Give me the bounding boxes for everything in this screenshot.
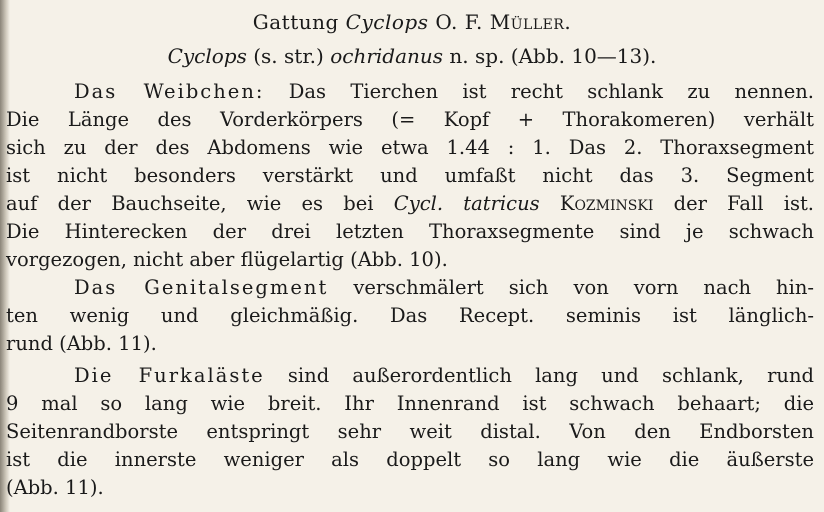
p3-term: Die Furkaläste <box>74 364 265 387</box>
p1-line-5-a: auf der Bauchseite, wie es bei <box>6 192 374 215</box>
p3-line-1 <box>74 362 814 390</box>
p2-line-1 <box>74 274 814 302</box>
p1-species-ref: Cycl. tatricus <box>393 192 540 215</box>
p1-line-1 <box>74 78 814 106</box>
genus-label: Gattung <box>252 10 339 34</box>
p3-line-5: (Abb. 11). <box>6 476 104 499</box>
species-name: ochridanus <box>330 44 444 68</box>
species-subgenus: (s. str.) <box>253 44 324 68</box>
p1-line-5 <box>6 190 814 218</box>
p1-term: Das Weibchen: <box>74 80 265 103</box>
species-heading <box>0 42 824 70</box>
p1-line-1-text: Das Tierchen ist recht schlank zu nennen. <box>288 80 814 103</box>
p1-line-3: sich zu der des Abdomens wie etwa 1.44 : 1. Das 2. Thoraxsegment <box>6 136 814 159</box>
species-genus: Cyclops <box>167 44 247 68</box>
p1-author-ref: Kozminski <box>559 192 654 215</box>
p3-line-2: 9 mal so lang wie breit. Ihr Innenrand ist schwach behaart; die <box>6 392 814 415</box>
p1-line-5-b: der Fall ist. <box>673 192 814 215</box>
genus-name: Cyclops <box>345 10 429 34</box>
p2-term: Das Genitalsegment <box>74 276 329 299</box>
p1-line-2: Die Länge des Vorderkörpers (= Kopf + Thorakomeren) verhält <box>6 108 814 131</box>
p3-line-3: Seitenrandborste entspringt sehr weit distal. Von den Endborsten <box>6 420 814 443</box>
p2-line-2: ten wenig und gleichmäßig. Das Recept. seminis ist länglich- <box>6 304 814 327</box>
p2-line-1-text: verschmälert sich von vorn nach hin- <box>353 276 814 299</box>
p1-line-7: vorgezogen, nicht aber flügelartig (Abb. 10). <box>6 248 448 271</box>
genus-heading <box>0 8 824 36</box>
species-note: n. sp. (Abb. 10—13). <box>449 44 657 68</box>
p3-line-4: ist die innerste weniger als doppelt so lang wie die äußerste <box>6 448 814 471</box>
genus-author: O. F. Müller. <box>435 10 572 34</box>
p1-line-4: ist nicht besonders verstärkt und umfaßt nicht das 3. Segment <box>6 164 814 187</box>
p2-line-3: rund (Abb. 11). <box>6 332 157 355</box>
p3-line-1-text: sind außerordentlich lang und schlank, rund <box>287 364 814 387</box>
p1-line-6: Die Hinterecken der drei letzten Thoraxsegmente sind je schwach <box>6 220 814 243</box>
